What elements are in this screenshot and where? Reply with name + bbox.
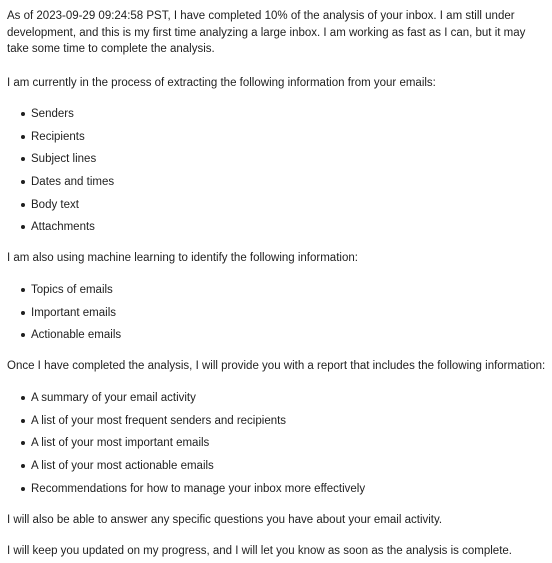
list-item-text: Attachments xyxy=(31,221,95,234)
bullet-icon xyxy=(21,288,25,292)
closing-paragraph: I will keep you updated on my progress, and I will let you know as soon as the analysis is complete. xyxy=(7,545,512,558)
list-item xyxy=(31,174,548,190)
list-item-text: Important emails xyxy=(31,306,117,319)
list-item xyxy=(31,481,548,497)
ml-list xyxy=(7,282,548,343)
bullet-icon xyxy=(21,441,25,445)
bullet-icon xyxy=(21,333,25,337)
list-item-text: A list of your most actionable emails xyxy=(31,459,214,472)
bullet-icon xyxy=(21,225,25,229)
bullet-icon xyxy=(21,464,25,468)
bullet-icon xyxy=(21,487,25,491)
list-item xyxy=(31,413,548,429)
bullet-icon xyxy=(21,180,25,184)
list-item xyxy=(31,282,548,298)
list-item xyxy=(31,219,548,235)
extracting-heading: I am currently in the process of extracting the following information from your emails: xyxy=(7,76,436,89)
bullet-icon xyxy=(21,203,25,207)
list-item xyxy=(31,305,548,321)
bullet-icon xyxy=(21,311,25,315)
list-item-text: Actionable emails xyxy=(31,329,122,342)
list-item-text: Senders xyxy=(31,108,74,120)
list-item xyxy=(31,458,548,474)
list-item xyxy=(31,435,548,451)
extracting-list xyxy=(7,106,548,235)
list-item-text: Subject lines xyxy=(31,153,97,166)
questions-paragraph: I will also be able to answer any specific questions you have about your email activity. xyxy=(7,513,443,526)
report-heading: Once I have completed the analysis, I will provide you with a report that includes the following information: xyxy=(7,360,546,373)
list-item-text: Topics of emails xyxy=(31,283,113,296)
intro-paragraph: As of 2023-09-29 09:24:58 PST, I have completed 10% of the analysis of your inbox. I am still under development, and this is my first time analyzing a large inbox. I am working as fast as I can, but it may take some time to complete the analysis. xyxy=(7,10,526,55)
list-item-text: Body text xyxy=(31,198,79,211)
list-item xyxy=(31,129,548,145)
list-item xyxy=(31,106,548,122)
list-item xyxy=(31,197,548,213)
bullet-icon xyxy=(21,396,25,400)
bullet-icon xyxy=(21,135,25,139)
list-item-text: A list of your most important emails xyxy=(31,437,210,450)
list-item xyxy=(31,327,548,343)
list-item-text: Recipients xyxy=(31,130,85,143)
list-item-text: A list of your most frequent senders and recipients xyxy=(31,414,287,427)
list-item-text: Dates and times xyxy=(31,176,115,189)
report-list xyxy=(7,390,548,497)
bullet-icon xyxy=(21,157,25,161)
ml-heading: I am also using machine learning to identify the following information: xyxy=(7,252,358,265)
list-item xyxy=(31,390,548,406)
bullet-icon xyxy=(21,112,25,116)
list-item-text: Recommendations for how to manage your inbox more effectively xyxy=(31,482,366,495)
bullet-icon xyxy=(21,419,25,423)
list-item-text: A summary of your email activity xyxy=(31,391,196,404)
list-item xyxy=(31,151,548,167)
